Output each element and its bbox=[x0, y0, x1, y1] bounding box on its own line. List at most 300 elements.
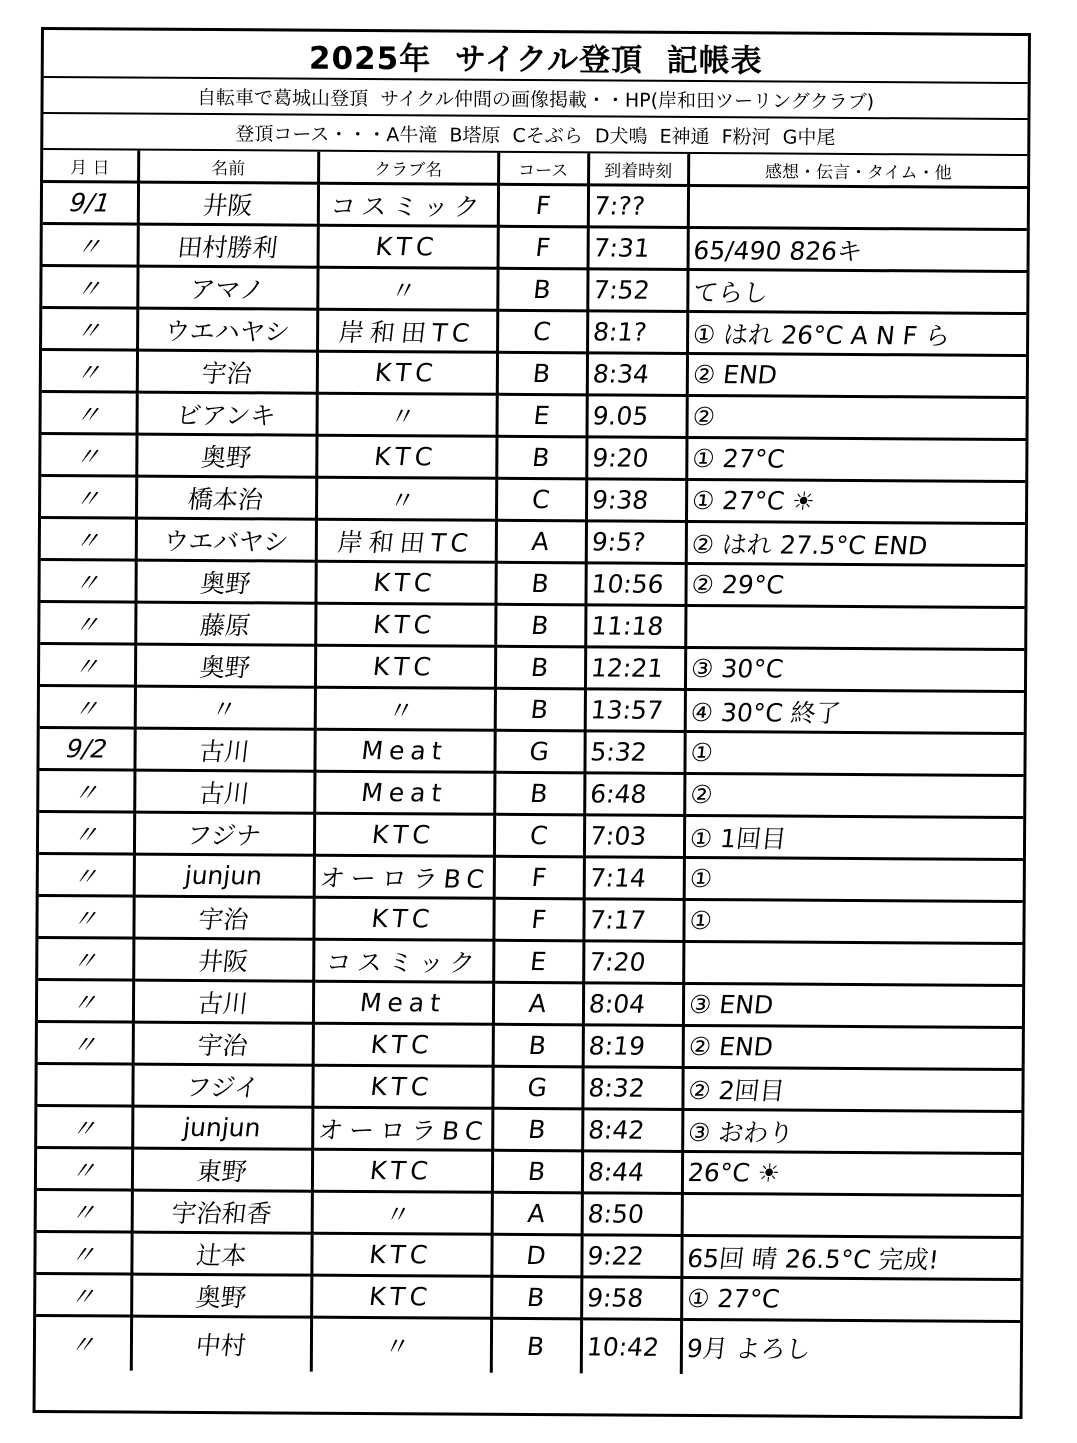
date-cell-text: 〃 bbox=[72, 693, 101, 723]
note-cell bbox=[683, 941, 1022, 985]
date-cell bbox=[37, 1189, 132, 1232]
course-cell-text: B bbox=[530, 611, 551, 641]
note-cell bbox=[684, 731, 1023, 775]
header-course: コース bbox=[498, 153, 588, 185]
name-cell-text: アマノ bbox=[188, 274, 266, 304]
note-cell-text: ② 29°C bbox=[689, 569, 785, 600]
club-cell-text: 〃 bbox=[390, 275, 425, 305]
note-cell bbox=[687, 311, 1026, 355]
name-cell bbox=[134, 812, 314, 855]
table-row bbox=[38, 980, 1022, 1028]
name-cell bbox=[131, 1316, 311, 1371]
time-cell-text: 10:56 bbox=[589, 569, 665, 599]
name-cell bbox=[133, 980, 313, 1023]
date-cell bbox=[37, 1147, 132, 1190]
date-cell-text: 〃 bbox=[73, 567, 102, 597]
date-cell-text: 〃 bbox=[73, 483, 102, 513]
name-cell-text: 古川 bbox=[197, 778, 251, 808]
club-cell-text: KTC bbox=[373, 358, 441, 388]
time-cell bbox=[587, 395, 687, 438]
table-row bbox=[43, 224, 1027, 272]
club-cell-text: KTC bbox=[369, 1072, 437, 1102]
club-cell bbox=[317, 351, 497, 394]
page-title: 2025年 サイクル登頂 記帳表 bbox=[308, 40, 763, 79]
club-cell-text: KTC bbox=[369, 1030, 437, 1060]
course-cell-text: C bbox=[531, 317, 553, 347]
note-cell bbox=[686, 521, 1025, 565]
name-cell-text: 橋本治 bbox=[186, 484, 266, 514]
note-cell bbox=[682, 1109, 1021, 1153]
date-cell-text: 〃 bbox=[72, 609, 102, 639]
time-cell bbox=[587, 311, 687, 354]
club-cell bbox=[314, 813, 494, 856]
course-cell bbox=[493, 898, 583, 941]
name-cell bbox=[131, 1232, 311, 1275]
club-cell-text: オーロラBC bbox=[317, 863, 491, 894]
log-body bbox=[36, 182, 1027, 1376]
name-cell-text: junjun bbox=[183, 860, 265, 891]
table-row bbox=[41, 476, 1025, 524]
note-cell bbox=[686, 437, 1025, 481]
course-cell bbox=[496, 478, 586, 521]
note-cell-text: ① はれ 26°C A N F ら bbox=[690, 319, 952, 351]
note-cell bbox=[686, 479, 1025, 523]
club-cell bbox=[311, 1317, 491, 1372]
club-cell bbox=[312, 1191, 492, 1234]
note-cell-text: ③ END bbox=[686, 989, 775, 1020]
climb-log-table bbox=[36, 150, 1027, 1375]
name-cell bbox=[138, 224, 318, 267]
time-cell bbox=[582, 1109, 682, 1152]
date-cell bbox=[38, 980, 133, 1023]
date-cell bbox=[38, 1021, 133, 1064]
table-row bbox=[43, 182, 1027, 230]
note-cell bbox=[681, 1235, 1020, 1279]
time-cell-text: 8:04 bbox=[586, 989, 647, 1019]
time-cell bbox=[583, 983, 683, 1026]
course-cell bbox=[497, 352, 587, 395]
course-cell bbox=[493, 940, 583, 983]
course-cell bbox=[491, 1318, 581, 1373]
date-cell-text: 〃 bbox=[73, 441, 103, 471]
course-cell-text: G bbox=[528, 737, 551, 767]
date-cell bbox=[43, 224, 138, 267]
time-cell-text: 8:34 bbox=[590, 359, 651, 389]
table-row bbox=[41, 434, 1025, 482]
club-cell-text: 〃 bbox=[383, 1332, 418, 1362]
header-time: 到着時刻 bbox=[588, 153, 688, 185]
table-row bbox=[40, 560, 1024, 608]
course-cell-text: B bbox=[526, 1283, 547, 1313]
date-cell bbox=[40, 686, 135, 729]
course-cell bbox=[494, 730, 584, 773]
note-cell-text: ① 27°C bbox=[685, 1283, 781, 1314]
time-cell bbox=[587, 353, 687, 396]
club-cell-text: 岸和田TC bbox=[335, 527, 476, 558]
club-cell-text: コスミック bbox=[324, 947, 482, 978]
name-cell-text: 奥野 bbox=[194, 1282, 248, 1312]
name-cell bbox=[135, 686, 315, 729]
date-cell-text: 〃 bbox=[74, 273, 104, 303]
note-cell bbox=[684, 773, 1023, 817]
club-cell-text: KTC bbox=[368, 1240, 435, 1270]
course-cell bbox=[498, 184, 588, 227]
date-cell-text: 〃 bbox=[68, 1330, 97, 1360]
club-cell bbox=[318, 183, 498, 226]
date-cell-text: 〃 bbox=[71, 777, 101, 807]
table-row bbox=[36, 1315, 1020, 1375]
table-row bbox=[39, 812, 1023, 860]
club-cell bbox=[315, 645, 495, 688]
date-cell bbox=[40, 644, 135, 687]
name-cell-text: 藤原 bbox=[198, 610, 252, 640]
name-cell bbox=[132, 1148, 312, 1191]
club-cell bbox=[315, 603, 495, 646]
course-cell-text: F bbox=[529, 863, 548, 893]
time-cell-text: 9:20 bbox=[590, 443, 650, 473]
note-cell-text: ② はれ 27.5°C END bbox=[689, 529, 929, 560]
course-cell-text: B bbox=[530, 569, 551, 599]
name-cell bbox=[136, 518, 316, 561]
date-cell-text: 〃 bbox=[72, 651, 101, 681]
course-cell bbox=[494, 856, 584, 899]
club-cell bbox=[313, 939, 493, 982]
course-cell-text: B bbox=[531, 359, 553, 389]
name-cell bbox=[135, 602, 315, 645]
header-note: 感想・伝言・タイム・他 bbox=[688, 154, 1027, 188]
course-cell-text: F bbox=[529, 905, 548, 935]
club-cell bbox=[316, 435, 496, 478]
club-cell-text: KTC bbox=[374, 232, 442, 262]
date-cell bbox=[36, 1315, 131, 1370]
name-cell-text: 井阪 bbox=[196, 946, 250, 976]
course-cell-text: B bbox=[531, 443, 552, 473]
time-cell-text: 7:14 bbox=[587, 863, 648, 893]
course-cell-text: B bbox=[525, 1331, 547, 1361]
time-cell bbox=[585, 563, 685, 606]
table-row bbox=[37, 1147, 1021, 1195]
table-row bbox=[42, 350, 1026, 398]
club-cell bbox=[317, 267, 497, 310]
header-club: クラブ名 bbox=[318, 152, 498, 185]
course-cell-text: B bbox=[529, 653, 551, 683]
table-row bbox=[38, 896, 1022, 944]
name-cell bbox=[137, 392, 317, 435]
note-cell bbox=[682, 1193, 1021, 1237]
club-cell bbox=[315, 687, 495, 730]
time-cell bbox=[584, 857, 684, 900]
time-cell bbox=[585, 689, 685, 732]
table-row bbox=[38, 1021, 1022, 1069]
time-cell-text: 10:42 bbox=[584, 1332, 661, 1362]
course-cell-text: E bbox=[528, 947, 548, 977]
course-cell bbox=[495, 688, 585, 731]
course-cell bbox=[495, 604, 585, 647]
date-cell-text: 〃 bbox=[74, 315, 103, 345]
name-cell bbox=[134, 854, 314, 897]
note-cell bbox=[683, 1025, 1022, 1069]
course-cell-text: G bbox=[526, 1073, 549, 1103]
name-cell-text: junjun bbox=[182, 1112, 263, 1143]
note-cell-text: 26°C ☀ bbox=[685, 1157, 782, 1188]
time-cell bbox=[584, 731, 684, 774]
note-cell-text: ① bbox=[687, 863, 714, 894]
time-cell bbox=[583, 941, 683, 984]
date-cell-text: 〃 bbox=[70, 987, 99, 1017]
name-cell-text: 田村勝利 bbox=[175, 232, 280, 262]
time-cell-text: 9:22 bbox=[585, 1241, 645, 1271]
club-cell-text: KTC bbox=[371, 652, 439, 682]
course-cell bbox=[492, 1066, 582, 1109]
time-cell bbox=[586, 437, 686, 480]
name-cell bbox=[133, 938, 313, 981]
course-cell bbox=[496, 520, 586, 563]
time-cell-text: 6:48 bbox=[588, 779, 648, 809]
club-cell-text: KTC bbox=[372, 568, 440, 598]
club-cell bbox=[314, 771, 494, 814]
club-cell-text: Meat bbox=[359, 735, 450, 766]
club-cell bbox=[316, 519, 496, 562]
time-cell-text: 9:58 bbox=[585, 1283, 645, 1313]
time-cell-text: 8:42 bbox=[586, 1115, 646, 1145]
club-cell-text: 〃 bbox=[388, 485, 424, 515]
name-cell-text: 辻本 bbox=[194, 1240, 248, 1270]
time-cell bbox=[585, 647, 685, 690]
name-cell bbox=[135, 644, 315, 687]
date-cell bbox=[41, 476, 136, 519]
club-cell bbox=[313, 981, 493, 1024]
name-cell bbox=[133, 1022, 313, 1065]
table-row bbox=[39, 728, 1023, 776]
date-cell bbox=[36, 1273, 131, 1316]
date-cell bbox=[39, 854, 134, 897]
date-cell bbox=[40, 560, 135, 603]
date-cell bbox=[38, 896, 133, 939]
note-cell-text: ② bbox=[688, 779, 714, 810]
table-row bbox=[36, 1231, 1020, 1279]
time-cell bbox=[587, 269, 687, 312]
table-row bbox=[38, 938, 1022, 986]
date-cell-text: 〃 bbox=[70, 1029, 99, 1059]
time-cell bbox=[584, 773, 684, 816]
name-cell bbox=[137, 308, 317, 351]
course-cell bbox=[498, 226, 588, 269]
time-cell-text: 8:44 bbox=[585, 1157, 646, 1187]
time-cell-text: 13:57 bbox=[588, 695, 664, 725]
name-cell-text: ビアンキ bbox=[175, 400, 278, 430]
date-cell-text: 〃 bbox=[69, 1113, 98, 1143]
course-cell-text: A bbox=[530, 527, 552, 557]
name-cell-text: 宇治 bbox=[195, 1030, 250, 1060]
table-row bbox=[39, 854, 1023, 902]
time-cell-text: 9.05 bbox=[590, 401, 650, 431]
course-cell bbox=[497, 394, 587, 437]
note-cell bbox=[684, 857, 1023, 901]
date-cell bbox=[39, 812, 134, 855]
note-cell bbox=[682, 1067, 1021, 1111]
name-cell-text: 古川 bbox=[197, 736, 252, 766]
name-cell-text: 奥野 bbox=[198, 568, 253, 598]
club-cell-text: オーロラBC bbox=[315, 1115, 490, 1146]
note-cell bbox=[685, 605, 1024, 649]
time-cell bbox=[582, 1067, 682, 1110]
note-cell-text: 9月 よろし bbox=[684, 1334, 812, 1364]
header-name: 名前 bbox=[138, 151, 318, 184]
club-cell-text: KTC bbox=[372, 442, 440, 472]
courses-row bbox=[43, 114, 1027, 156]
date-cell-text: 〃 bbox=[71, 819, 100, 849]
course-cell-text: A bbox=[527, 989, 549, 1019]
table-row bbox=[37, 1189, 1021, 1237]
date-cell bbox=[41, 518, 136, 561]
time-cell-text: 9:38 bbox=[590, 485, 650, 515]
club-cell bbox=[316, 477, 496, 520]
table-row bbox=[40, 644, 1024, 692]
note-cell bbox=[683, 899, 1022, 943]
date-cell-text: 〃 bbox=[71, 903, 100, 933]
name-cell-text: ウエハヤシ bbox=[162, 316, 291, 347]
course-cell-text: F bbox=[534, 191, 552, 221]
time-cell bbox=[586, 479, 686, 522]
club-cell-text: KTC bbox=[370, 820, 438, 850]
table-row bbox=[37, 1105, 1021, 1153]
date-cell-text: 9/2 bbox=[64, 734, 109, 764]
course-cell bbox=[497, 268, 587, 311]
name-cell-text: 〃 bbox=[210, 694, 239, 724]
club-cell bbox=[312, 1065, 492, 1108]
table-row bbox=[40, 602, 1024, 650]
club-cell bbox=[318, 225, 498, 268]
name-cell-text: 中村 bbox=[194, 1331, 248, 1361]
note-cell-text: ③ 30°C bbox=[688, 653, 785, 684]
name-cell bbox=[136, 434, 316, 477]
club-cell-text: 〃 bbox=[387, 695, 422, 725]
time-cell bbox=[588, 227, 688, 270]
note-cell bbox=[684, 815, 1023, 859]
note-cell bbox=[687, 269, 1026, 313]
club-cell bbox=[315, 561, 495, 604]
date-cell bbox=[39, 770, 134, 813]
name-cell-text: 古川 bbox=[196, 988, 250, 1018]
note-cell bbox=[687, 395, 1026, 439]
club-cell bbox=[314, 855, 494, 898]
date-cell bbox=[37, 1063, 132, 1106]
table-row bbox=[37, 1063, 1021, 1111]
time-cell bbox=[584, 815, 684, 858]
name-cell bbox=[133, 896, 313, 939]
club-cell bbox=[317, 393, 497, 436]
name-cell-text: 東野 bbox=[195, 1156, 249, 1186]
club-cell-text: KTC bbox=[370, 904, 438, 934]
course-cell bbox=[492, 1192, 582, 1235]
note-cell bbox=[688, 227, 1027, 271]
note-cell-text: ② 2回目 bbox=[686, 1075, 786, 1106]
time-cell-text: 7:20 bbox=[587, 947, 647, 977]
date-cell-text: 〃 bbox=[70, 945, 100, 975]
table-row bbox=[39, 770, 1023, 818]
time-cell bbox=[583, 899, 683, 942]
name-cell-text: ウエバヤシ bbox=[161, 526, 290, 557]
date-cell bbox=[41, 434, 136, 477]
date-cell bbox=[37, 1105, 132, 1148]
table-row bbox=[36, 1273, 1020, 1321]
date-cell bbox=[42, 266, 137, 309]
time-cell-text: 5:32 bbox=[588, 737, 648, 767]
club-cell bbox=[311, 1275, 491, 1318]
note-cell-text: ② END bbox=[690, 359, 779, 390]
time-cell-text: 7:52 bbox=[591, 275, 651, 305]
note-cell-text: ② bbox=[690, 401, 717, 432]
title-row bbox=[44, 30, 1028, 84]
name-cell-text: 宇治 bbox=[196, 904, 251, 934]
course-cell bbox=[496, 436, 586, 479]
time-cell bbox=[581, 1319, 681, 1374]
name-cell bbox=[137, 266, 317, 309]
note-cell bbox=[685, 647, 1024, 691]
time-cell-text: 12:21 bbox=[588, 653, 665, 683]
subtitle-row bbox=[43, 78, 1027, 120]
club-cell bbox=[314, 729, 494, 772]
note-cell bbox=[688, 185, 1027, 229]
club-cell-text: 岸和田TC bbox=[337, 317, 477, 348]
club-cell bbox=[313, 1023, 493, 1066]
time-cell-text: 7:31 bbox=[591, 233, 651, 263]
note-cell bbox=[681, 1319, 1020, 1375]
time-cell bbox=[583, 1025, 683, 1068]
club-cell-text: KTC bbox=[368, 1156, 436, 1186]
name-cell bbox=[132, 1106, 312, 1149]
date-cell bbox=[42, 308, 137, 351]
date-cell-text: 〃 bbox=[68, 1281, 97, 1311]
register-sheet bbox=[33, 27, 1031, 1419]
name-cell bbox=[137, 350, 317, 393]
date-cell-text: 〃 bbox=[69, 1197, 98, 1227]
course-cell bbox=[495, 646, 585, 689]
time-cell-text: 8:50 bbox=[585, 1199, 646, 1229]
date-cell-text: 〃 bbox=[69, 1155, 98, 1185]
course-cell-text: B bbox=[526, 1157, 548, 1187]
date-cell-text: 〃 bbox=[75, 231, 104, 261]
subtitle: 自転車で葛城山登頂 サイクル仲間の画像掲載・・HP(岸和田ツーリングクラブ) bbox=[197, 86, 875, 113]
note-cell bbox=[685, 689, 1024, 733]
date-cell bbox=[36, 1231, 131, 1274]
note-cell-text: ④ 30°C 終了 bbox=[688, 697, 842, 728]
note-cell-text: ① 27°C bbox=[690, 443, 786, 474]
note-cell bbox=[683, 983, 1022, 1027]
date-cell-text: 〃 bbox=[74, 357, 103, 387]
note-cell-text: ① 27°C ☀ bbox=[690, 485, 816, 516]
name-cell-text: 奥野 bbox=[198, 652, 252, 682]
time-cell-text: 8:32 bbox=[586, 1073, 646, 1103]
course-cell bbox=[493, 1024, 583, 1067]
name-cell-text: フジイ bbox=[184, 1072, 261, 1102]
table-row bbox=[42, 392, 1026, 440]
time-cell-text: 8:1? bbox=[591, 317, 648, 347]
date-cell bbox=[38, 938, 133, 981]
name-cell-text: 宇治 bbox=[200, 358, 254, 388]
course-cell bbox=[493, 982, 583, 1025]
time-cell bbox=[582, 1151, 682, 1194]
date-cell bbox=[42, 350, 137, 393]
course-cell bbox=[492, 1150, 582, 1193]
club-cell bbox=[311, 1233, 491, 1276]
course-cell-text: E bbox=[532, 401, 552, 431]
table-row bbox=[40, 686, 1024, 734]
club-cell-text: コスミック bbox=[328, 191, 487, 222]
time-cell-text: 7:?? bbox=[591, 191, 646, 221]
header-date: 月 日 bbox=[43, 150, 138, 182]
table-row bbox=[42, 308, 1026, 356]
